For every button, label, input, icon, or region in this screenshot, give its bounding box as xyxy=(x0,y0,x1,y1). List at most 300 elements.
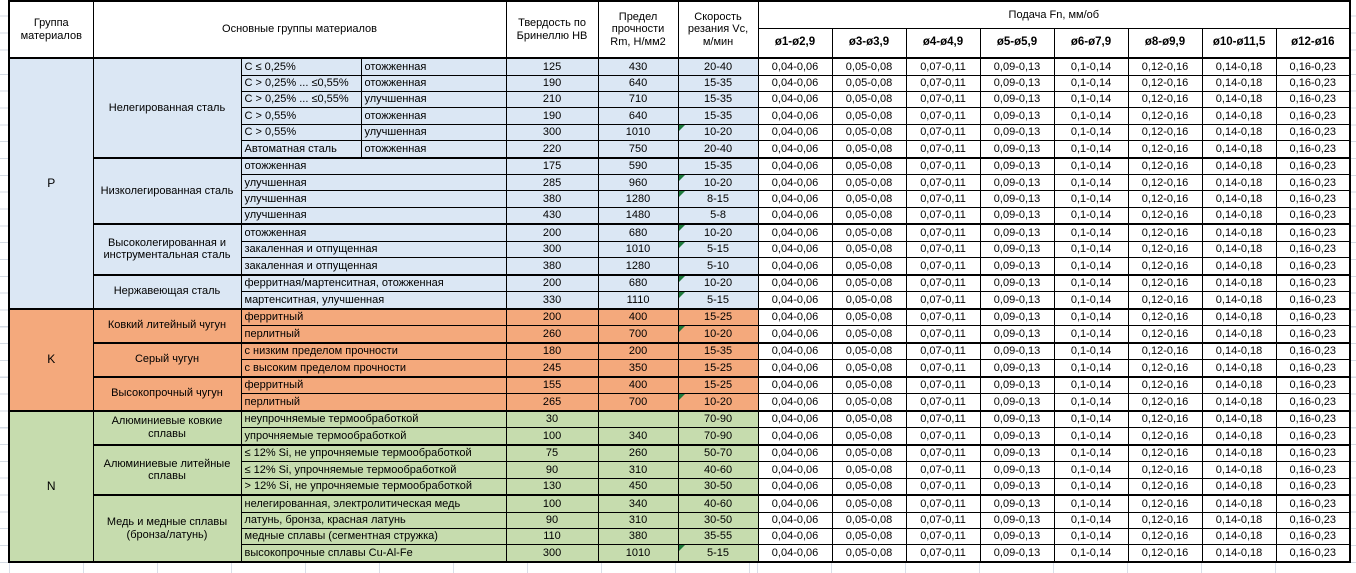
feed-cell[interactable]: 0,09-0,13 xyxy=(980,309,1054,326)
feed-cell[interactable]: 0,16-0,23 xyxy=(1276,241,1350,257)
rm-cell[interactable]: 430 xyxy=(598,58,678,75)
rm-cell[interactable]: 400 xyxy=(598,309,678,326)
feed-cell[interactable]: 0,12-0,16 xyxy=(1128,445,1202,462)
hb-cell[interactable]: 330 xyxy=(506,292,598,309)
feed-cell[interactable]: 0,07-0,11 xyxy=(906,462,980,478)
feed-cell[interactable]: 0,1-0,14 xyxy=(1054,292,1128,309)
feed-cell[interactable]: 0,04-0,06 xyxy=(758,207,832,224)
rm-cell[interactable]: 1280 xyxy=(598,191,678,207)
vc-cell-with-comment-flag-icon[interactable]: 5-15 xyxy=(678,292,758,309)
hb-cell[interactable]: 100 xyxy=(506,428,598,445)
feed-cell[interactable]: 0,1-0,14 xyxy=(1054,360,1128,377)
hb-cell[interactable]: 75 xyxy=(506,445,598,462)
feed-cell[interactable]: 0,14-0,18 xyxy=(1202,292,1276,309)
feed-cell[interactable]: 0,04-0,06 xyxy=(758,478,832,495)
feed-cell[interactable]: 0,07-0,11 xyxy=(906,58,980,75)
feed-cell[interactable]: 0,04-0,06 xyxy=(758,528,832,544)
feed-cell[interactable]: 0,07-0,11 xyxy=(906,545,980,562)
rm-cell[interactable]: 700 xyxy=(598,326,678,343)
material-subtype-cell[interactable]: ≤ 12% Si, не упрочняемые термообработкой xyxy=(241,445,506,462)
feed-cell[interactable]: 0,1-0,14 xyxy=(1054,528,1128,544)
feed-cell[interactable]: 0,1-0,14 xyxy=(1054,343,1128,360)
feed-cell[interactable]: 0,12-0,16 xyxy=(1128,478,1202,495)
feed-cell[interactable]: 0,05-0,08 xyxy=(832,326,906,343)
feed-cell[interactable]: 0,12-0,16 xyxy=(1128,377,1202,394)
material-subtype-cell[interactable]: перлитный xyxy=(241,394,506,411)
material-group-cell[interactable]: Низколегированная сталь xyxy=(93,158,241,225)
feed-cell[interactable]: 0,07-0,11 xyxy=(906,411,980,428)
feed-cell[interactable]: 0,05-0,08 xyxy=(832,428,906,445)
vc-cell[interactable]: 40-60 xyxy=(678,495,758,512)
feed-cell[interactable]: 0,1-0,14 xyxy=(1054,462,1128,478)
feed-cell[interactable]: 0,14-0,18 xyxy=(1202,124,1276,140)
feed-cell[interactable]: 0,12-0,16 xyxy=(1128,175,1202,191)
feed-cell[interactable]: 0,14-0,18 xyxy=(1202,108,1276,124)
feed-cell[interactable]: 0,07-0,11 xyxy=(906,478,980,495)
feed-cell[interactable]: 0,07-0,11 xyxy=(906,141,980,158)
hb-cell[interactable]: 30 xyxy=(506,411,598,428)
feed-cell[interactable]: 0,14-0,18 xyxy=(1202,141,1276,158)
feed-cell[interactable]: 0,09-0,13 xyxy=(980,478,1054,495)
feed-cell[interactable]: 0,14-0,18 xyxy=(1202,394,1276,411)
feed-cell[interactable]: 0,09-0,13 xyxy=(980,326,1054,343)
rm-cell[interactable]: 680 xyxy=(598,224,678,241)
feed-cell[interactable]: 0,12-0,16 xyxy=(1128,309,1202,326)
feed-cell[interactable]: 0,05-0,08 xyxy=(832,241,906,257)
material-subtype-cell[interactable]: закаленная и отпущенная xyxy=(241,241,506,257)
vc-cell-with-comment-flag-icon[interactable]: 10-20 xyxy=(678,224,758,241)
feed-cell[interactable]: 0,07-0,11 xyxy=(906,292,980,309)
feed-cell[interactable]: 0,05-0,08 xyxy=(832,175,906,191)
hb-cell[interactable]: 100 xyxy=(506,495,598,512)
feed-cell[interactable]: 0,05-0,08 xyxy=(832,108,906,124)
material-subtype-cell[interactable]: Автоматная сталь xyxy=(241,141,361,158)
hb-cell[interactable]: 175 xyxy=(506,158,598,175)
hb-cell[interactable]: 380 xyxy=(506,258,598,275)
feed-cell[interactable]: 0,09-0,13 xyxy=(980,191,1054,207)
header-diameter-range[interactable]: ø12-ø16 xyxy=(1276,28,1350,58)
section-code-P[interactable]: P xyxy=(9,58,93,309)
feed-cell[interactable]: 0,16-0,23 xyxy=(1276,108,1350,124)
feed-cell[interactable]: 0,09-0,13 xyxy=(980,445,1054,462)
feed-cell[interactable]: 0,1-0,14 xyxy=(1054,91,1128,107)
feed-cell[interactable]: 0,14-0,18 xyxy=(1202,512,1276,528)
rm-cell[interactable]: 590 xyxy=(598,158,678,175)
feed-cell[interactable]: 0,05-0,08 xyxy=(832,360,906,377)
header-material-group[interactable]: Группа материалов xyxy=(9,1,93,58)
feed-cell[interactable]: 0,14-0,18 xyxy=(1202,343,1276,360)
header-diameter-range[interactable]: ø5-ø5,9 xyxy=(980,28,1054,58)
feed-cell[interactable]: 0,12-0,16 xyxy=(1128,158,1202,175)
feed-cell[interactable]: 0,04-0,06 xyxy=(758,343,832,360)
feed-cell[interactable]: 0,14-0,18 xyxy=(1202,58,1276,75)
material-subtype-cell[interactable]: мартенситная, улучшенная xyxy=(241,292,506,309)
feed-cell[interactable]: 0,14-0,18 xyxy=(1202,462,1276,478)
feed-cell[interactable]: 0,12-0,16 xyxy=(1128,428,1202,445)
hb-cell[interactable]: 190 xyxy=(506,75,598,91)
feed-cell[interactable]: 0,12-0,16 xyxy=(1128,224,1202,241)
feed-cell[interactable]: 0,07-0,11 xyxy=(906,108,980,124)
feed-cell[interactable]: 0,07-0,11 xyxy=(906,309,980,326)
feed-cell[interactable]: 0,12-0,16 xyxy=(1128,462,1202,478)
material-group-cell[interactable]: Высокопрочный чугун xyxy=(93,377,241,411)
feed-cell[interactable]: 0,04-0,06 xyxy=(758,545,832,562)
feed-cell[interactable]: 0,14-0,18 xyxy=(1202,241,1276,257)
material-subtype-cell[interactable]: неупрочняемые термообработкой xyxy=(241,411,506,428)
hb-cell[interactable]: 380 xyxy=(506,191,598,207)
feed-cell[interactable]: 0,14-0,18 xyxy=(1202,175,1276,191)
material-subtype-cell[interactable]: с низким пределом прочности xyxy=(241,343,506,360)
rm-cell[interactable]: 350 xyxy=(598,360,678,377)
hb-cell[interactable]: 430 xyxy=(506,207,598,224)
feed-cell[interactable]: 0,1-0,14 xyxy=(1054,75,1128,91)
feed-cell[interactable]: 0,12-0,16 xyxy=(1128,495,1202,512)
feed-cell[interactable]: 0,05-0,08 xyxy=(832,512,906,528)
feed-cell[interactable]: 0,07-0,11 xyxy=(906,207,980,224)
feed-cell[interactable]: 0,04-0,06 xyxy=(758,124,832,140)
feed-cell[interactable]: 0,04-0,06 xyxy=(758,394,832,411)
feed-cell[interactable]: 0,05-0,08 xyxy=(832,75,906,91)
feed-cell[interactable]: 0,12-0,16 xyxy=(1128,58,1202,75)
rm-cell[interactable]: 1010 xyxy=(598,241,678,257)
material-group-cell[interactable]: Алюминиевые ковкие сплавы xyxy=(93,411,241,445)
material-subtype-cell[interactable]: упрочняемые термообработкой xyxy=(241,428,506,445)
feed-cell[interactable]: 0,14-0,18 xyxy=(1202,191,1276,207)
feed-cell[interactable]: 0,04-0,06 xyxy=(758,58,832,75)
feed-cell[interactable]: 0,04-0,06 xyxy=(758,462,832,478)
feed-cell[interactable]: 0,12-0,16 xyxy=(1128,545,1202,562)
feed-cell[interactable]: 0,04-0,06 xyxy=(758,411,832,428)
feed-cell[interactable]: 0,05-0,08 xyxy=(832,124,906,140)
feed-cell[interactable]: 0,07-0,11 xyxy=(906,343,980,360)
feed-cell[interactable]: 0,1-0,14 xyxy=(1054,394,1128,411)
feed-cell[interactable]: 0,05-0,08 xyxy=(832,158,906,175)
hb-cell[interactable]: 110 xyxy=(506,528,598,544)
feed-cell[interactable]: 0,04-0,06 xyxy=(758,326,832,343)
feed-cell[interactable]: 0,05-0,08 xyxy=(832,445,906,462)
feed-cell[interactable]: 0,09-0,13 xyxy=(980,58,1054,75)
feed-cell[interactable]: 0,07-0,11 xyxy=(906,326,980,343)
feed-cell[interactable]: 0,1-0,14 xyxy=(1054,326,1128,343)
feed-cell[interactable]: 0,12-0,16 xyxy=(1128,411,1202,428)
feed-cell[interactable]: 0,16-0,23 xyxy=(1276,175,1350,191)
feed-cell[interactable]: 0,04-0,06 xyxy=(758,191,832,207)
feed-cell[interactable]: 0,12-0,16 xyxy=(1128,124,1202,140)
feed-cell[interactable]: 0,1-0,14 xyxy=(1054,191,1128,207)
feed-cell[interactable]: 0,1-0,14 xyxy=(1054,478,1128,495)
feed-cell[interactable]: 0,04-0,06 xyxy=(758,241,832,257)
feed-cell[interactable]: 0,1-0,14 xyxy=(1054,545,1128,562)
feed-cell[interactable]: 0,09-0,13 xyxy=(980,175,1054,191)
feed-cell[interactable]: 0,16-0,23 xyxy=(1276,309,1350,326)
feed-cell[interactable]: 0,14-0,18 xyxy=(1202,528,1276,544)
feed-cell[interactable]: 0,16-0,23 xyxy=(1276,394,1350,411)
feed-cell[interactable]: 0,05-0,08 xyxy=(832,343,906,360)
feed-cell[interactable]: 0,04-0,06 xyxy=(758,91,832,107)
feed-cell[interactable]: 0,05-0,08 xyxy=(832,495,906,512)
feed-cell[interactable]: 0,07-0,11 xyxy=(906,360,980,377)
hb-cell[interactable]: 155 xyxy=(506,377,598,394)
feed-cell[interactable]: 0,04-0,06 xyxy=(758,175,832,191)
feed-cell[interactable]: 0,16-0,23 xyxy=(1276,326,1350,343)
feed-cell[interactable]: 0,16-0,23 xyxy=(1276,445,1350,462)
feed-cell[interactable]: 0,07-0,11 xyxy=(906,394,980,411)
rm-cell[interactable]: 1010 xyxy=(598,545,678,562)
feed-cell[interactable]: 0,14-0,18 xyxy=(1202,91,1276,107)
feed-cell[interactable]: 0,04-0,06 xyxy=(758,445,832,462)
feed-cell[interactable]: 0,09-0,13 xyxy=(980,462,1054,478)
rm-cell[interactable]: 340 xyxy=(598,495,678,512)
feed-cell[interactable]: 0,16-0,23 xyxy=(1276,124,1350,140)
feed-cell[interactable]: 0,12-0,16 xyxy=(1128,91,1202,107)
feed-cell[interactable]: 0,16-0,23 xyxy=(1276,275,1350,292)
feed-cell[interactable]: 0,1-0,14 xyxy=(1054,207,1128,224)
feed-cell[interactable]: 0,04-0,06 xyxy=(758,275,832,292)
feed-cell[interactable]: 0,09-0,13 xyxy=(980,360,1054,377)
material-subtype-cell[interactable]: C > 0,55% xyxy=(241,108,361,124)
header-main-material-groups[interactable]: Основные группы материалов xyxy=(93,1,506,58)
material-subtype-cell[interactable]: улучшенная xyxy=(241,175,506,191)
material-subtype-cell[interactable]: C > 0,25% ... ≤0,55% xyxy=(241,75,361,91)
material-subtype-cell[interactable]: ферритный xyxy=(241,309,506,326)
feed-cell[interactable]: 0,16-0,23 xyxy=(1276,292,1350,309)
header-diameter-range[interactable]: ø1-ø2,9 xyxy=(758,28,832,58)
feed-cell[interactable]: 0,12-0,16 xyxy=(1128,141,1202,158)
feed-cell[interactable]: 0,04-0,06 xyxy=(758,512,832,528)
feed-cell[interactable]: 0,07-0,11 xyxy=(906,191,980,207)
rm-cell[interactable]: 1480 xyxy=(598,207,678,224)
vc-cell[interactable]: 50-70 xyxy=(678,445,758,462)
material-condition-cell[interactable]: отожженная xyxy=(361,108,506,124)
feed-cell[interactable]: 0,09-0,13 xyxy=(980,495,1054,512)
material-subtype-cell[interactable]: C ≤ 0,25% xyxy=(241,58,361,75)
hb-cell[interactable]: 265 xyxy=(506,394,598,411)
feed-cell[interactable]: 0,12-0,16 xyxy=(1128,292,1202,309)
feed-cell[interactable]: 0,14-0,18 xyxy=(1202,326,1276,343)
vc-cell-with-comment-flag-icon[interactable]: 10-20 xyxy=(678,326,758,343)
material-subtype-cell[interactable]: ферритная/мартенситная, отожженная xyxy=(241,275,506,292)
rm-cell[interactable]: 680 xyxy=(598,275,678,292)
material-subtype-cell[interactable]: C > 0,55% xyxy=(241,124,361,140)
feed-cell[interactable]: 0,09-0,13 xyxy=(980,428,1054,445)
feed-cell[interactable]: 0,14-0,18 xyxy=(1202,360,1276,377)
feed-cell[interactable]: 0,05-0,08 xyxy=(832,275,906,292)
feed-cell[interactable]: 0,09-0,13 xyxy=(980,411,1054,428)
vc-cell[interactable]: 15-25 xyxy=(678,360,758,377)
feed-cell[interactable]: 0,1-0,14 xyxy=(1054,141,1128,158)
feed-cell[interactable]: 0,16-0,23 xyxy=(1276,75,1350,91)
feed-cell[interactable]: 0,04-0,06 xyxy=(758,377,832,394)
feed-cell[interactable]: 0,12-0,16 xyxy=(1128,191,1202,207)
feed-cell[interactable]: 0,1-0,14 xyxy=(1054,224,1128,241)
feed-cell[interactable]: 0,05-0,08 xyxy=(832,141,906,158)
feed-cell[interactable]: 0,14-0,18 xyxy=(1202,207,1276,224)
feed-cell[interactable]: 0,05-0,08 xyxy=(832,292,906,309)
feed-cell[interactable]: 0,1-0,14 xyxy=(1054,309,1128,326)
rm-cell[interactable]: 700 xyxy=(598,394,678,411)
feed-cell[interactable]: 0,09-0,13 xyxy=(980,207,1054,224)
feed-cell[interactable]: 0,16-0,23 xyxy=(1276,528,1350,544)
material-group-cell[interactable]: Медь и медные сплавы (бронза/латунь) xyxy=(93,495,241,562)
material-subtype-cell[interactable]: ферритный xyxy=(241,377,506,394)
vc-cell[interactable]: 30-50 xyxy=(678,478,758,495)
feed-cell[interactable]: 0,12-0,16 xyxy=(1128,75,1202,91)
rm-cell[interactable]: 1280 xyxy=(598,258,678,275)
feed-cell[interactable]: 0,16-0,23 xyxy=(1276,360,1350,377)
feed-cell[interactable]: 0,1-0,14 xyxy=(1054,241,1128,257)
feed-cell[interactable]: 0,16-0,23 xyxy=(1276,58,1350,75)
feed-cell[interactable]: 0,05-0,08 xyxy=(832,58,906,75)
feed-cell[interactable]: 0,07-0,11 xyxy=(906,241,980,257)
material-subtype-cell[interactable]: с высоким пределом прочности xyxy=(241,360,506,377)
feed-cell[interactable]: 0,12-0,16 xyxy=(1128,275,1202,292)
feed-cell[interactable]: 0,14-0,18 xyxy=(1202,258,1276,275)
hb-cell[interactable]: 200 xyxy=(506,309,598,326)
feed-cell[interactable]: 0,1-0,14 xyxy=(1054,175,1128,191)
feed-cell[interactable]: 0,05-0,08 xyxy=(832,462,906,478)
feed-cell[interactable]: 0,05-0,08 xyxy=(832,411,906,428)
rm-cell[interactable]: 750 xyxy=(598,141,678,158)
feed-cell[interactable]: 0,09-0,13 xyxy=(980,275,1054,292)
header-diameter-range[interactable]: ø10-ø11,5 xyxy=(1202,28,1276,58)
vc-cell[interactable]: 5-10 xyxy=(678,258,758,275)
material-group-cell[interactable]: Нелегированная сталь xyxy=(93,58,241,158)
feed-cell[interactable]: 0,12-0,16 xyxy=(1128,394,1202,411)
material-condition-cell[interactable]: отожженная xyxy=(361,141,506,158)
material-subtype-cell[interactable]: улучшенная xyxy=(241,207,506,224)
material-subtype-cell[interactable]: закаленная и отпущенная xyxy=(241,258,506,275)
material-condition-cell[interactable]: отожженная xyxy=(361,75,506,91)
vc-cell[interactable]: 15-35 xyxy=(678,108,758,124)
feed-cell[interactable]: 0,07-0,11 xyxy=(906,275,980,292)
material-group-cell[interactable]: Серый чугун xyxy=(93,343,241,377)
feed-cell[interactable]: 0,14-0,18 xyxy=(1202,445,1276,462)
hb-cell[interactable]: 125 xyxy=(506,58,598,75)
material-group-cell[interactable]: Ковкий литейный чугун xyxy=(93,309,241,343)
vc-cell[interactable]: 20-40 xyxy=(678,141,758,158)
hb-cell[interactable]: 210 xyxy=(506,91,598,107)
vc-cell[interactable]: 30-50 xyxy=(678,512,758,528)
feed-cell[interactable]: 0,04-0,06 xyxy=(758,428,832,445)
feed-cell[interactable]: 0,04-0,06 xyxy=(758,258,832,275)
feed-cell[interactable]: 0,16-0,23 xyxy=(1276,141,1350,158)
rm-cell[interactable]: 260 xyxy=(598,445,678,462)
material-subtype-cell[interactable]: нелегированная, электролитическая медь xyxy=(241,495,506,512)
material-subtype-cell[interactable]: высокопрочные сплавы Cu-Al-Fe xyxy=(241,545,506,562)
feed-cell[interactable]: 0,16-0,23 xyxy=(1276,545,1350,562)
vc-cell-with-comment-flag-icon[interactable]: 10-20 xyxy=(678,394,758,411)
feed-cell[interactable]: 0,05-0,08 xyxy=(832,545,906,562)
feed-cell[interactable]: 0,09-0,13 xyxy=(980,91,1054,107)
feed-cell[interactable]: 0,14-0,18 xyxy=(1202,309,1276,326)
material-subtype-cell[interactable]: перлитный xyxy=(241,326,506,343)
feed-cell[interactable]: 0,04-0,06 xyxy=(758,108,832,124)
feed-cell[interactable]: 0,09-0,13 xyxy=(980,124,1054,140)
feed-cell[interactable]: 0,07-0,11 xyxy=(906,258,980,275)
hb-cell[interactable]: 190 xyxy=(506,108,598,124)
feed-cell[interactable]: 0,12-0,16 xyxy=(1128,108,1202,124)
feed-cell[interactable]: 0,1-0,14 xyxy=(1054,445,1128,462)
feed-cell[interactable]: 0,07-0,11 xyxy=(906,528,980,544)
hb-cell[interactable]: 245 xyxy=(506,360,598,377)
header-tensile-strength[interactable]: Предел прочности Rm, Н/мм2 xyxy=(598,1,678,58)
material-subtype-cell[interactable]: латунь, бронза, красная латунь xyxy=(241,512,506,528)
hb-cell[interactable]: 220 xyxy=(506,141,598,158)
hb-cell[interactable]: 90 xyxy=(506,462,598,478)
rm-cell[interactable]: 450 xyxy=(598,478,678,495)
feed-cell[interactable]: 0,04-0,06 xyxy=(758,292,832,309)
feed-cell[interactable]: 0,1-0,14 xyxy=(1054,124,1128,140)
material-subtype-cell[interactable]: медные сплавы (сегментная стружка) xyxy=(241,528,506,544)
vc-cell[interactable]: 70-90 xyxy=(678,411,758,428)
material-group-cell[interactable]: Нержавеющая сталь xyxy=(93,275,241,309)
feed-cell[interactable]: 0,1-0,14 xyxy=(1054,512,1128,528)
feed-cell[interactable]: 0,14-0,18 xyxy=(1202,428,1276,445)
section-code-K[interactable]: K xyxy=(9,309,93,411)
vc-cell[interactable]: 15-35 xyxy=(678,91,758,107)
rm-cell[interactable] xyxy=(598,411,678,428)
rm-cell[interactable]: 640 xyxy=(598,75,678,91)
feed-cell[interactable]: 0,09-0,13 xyxy=(980,158,1054,175)
feed-cell[interactable]: 0,14-0,18 xyxy=(1202,377,1276,394)
feed-cell[interactable]: 0,09-0,13 xyxy=(980,224,1054,241)
feed-cell[interactable]: 0,04-0,06 xyxy=(758,360,832,377)
feed-cell[interactable]: 0,16-0,23 xyxy=(1276,343,1350,360)
feed-cell[interactable]: 0,12-0,16 xyxy=(1128,528,1202,544)
material-subtype-cell[interactable]: > 12% Si, не упрочняемые термообработкой xyxy=(241,478,506,495)
feed-cell[interactable]: 0,16-0,23 xyxy=(1276,512,1350,528)
feed-cell[interactable]: 0,09-0,13 xyxy=(980,394,1054,411)
vc-cell-with-comment-flag-icon[interactable]: 10-20 xyxy=(678,124,758,140)
feed-cell[interactable]: 0,14-0,18 xyxy=(1202,158,1276,175)
feed-cell[interactable]: 0,1-0,14 xyxy=(1054,58,1128,75)
feed-cell[interactable]: 0,05-0,08 xyxy=(832,258,906,275)
vc-cell-with-comment-flag-icon[interactable]: 5-15 xyxy=(678,241,758,257)
material-subtype-cell[interactable]: отожженная xyxy=(241,158,506,175)
feed-cell[interactable]: 0,04-0,06 xyxy=(758,75,832,91)
feed-cell[interactable]: 0,16-0,23 xyxy=(1276,158,1350,175)
material-group-cell[interactable]: Высоколегированная и инструментальная сталь xyxy=(93,224,241,274)
feed-cell[interactable]: 0,04-0,06 xyxy=(758,141,832,158)
feed-cell[interactable]: 0,16-0,23 xyxy=(1276,224,1350,241)
feed-cell[interactable]: 0,1-0,14 xyxy=(1054,258,1128,275)
rm-cell[interactable]: 1010 xyxy=(598,124,678,140)
feed-cell[interactable]: 0,04-0,06 xyxy=(758,309,832,326)
feed-cell[interactable]: 0,05-0,08 xyxy=(832,224,906,241)
material-condition-cell[interactable]: улучшенная xyxy=(361,91,506,107)
feed-cell[interactable]: 0,16-0,23 xyxy=(1276,495,1350,512)
feed-cell[interactable]: 0,07-0,11 xyxy=(906,495,980,512)
feed-cell[interactable]: 0,05-0,08 xyxy=(832,478,906,495)
feed-cell[interactable]: 0,09-0,13 xyxy=(980,512,1054,528)
header-cutting-speed[interactable]: Скорость резания Vc, м/мин xyxy=(678,1,758,58)
feed-cell[interactable]: 0,09-0,13 xyxy=(980,528,1054,544)
header-diameter-range[interactable]: ø8-ø9,9 xyxy=(1128,28,1202,58)
feed-cell[interactable]: 0,14-0,18 xyxy=(1202,275,1276,292)
section-code-N[interactable]: N xyxy=(9,411,93,562)
vc-cell[interactable]: 70-90 xyxy=(678,428,758,445)
vc-cell-with-comment-flag-icon[interactable]: 10-20 xyxy=(678,175,758,191)
feed-cell[interactable]: 0,05-0,08 xyxy=(832,377,906,394)
feed-cell[interactable]: 0,07-0,11 xyxy=(906,91,980,107)
rm-cell[interactable]: 340 xyxy=(598,428,678,445)
feed-cell[interactable]: 0,16-0,23 xyxy=(1276,462,1350,478)
feed-cell[interactable]: 0,09-0,13 xyxy=(980,377,1054,394)
feed-cell[interactable]: 0,1-0,14 xyxy=(1054,495,1128,512)
feed-cell[interactable]: 0,09-0,13 xyxy=(980,343,1054,360)
feed-cell[interactable]: 0,16-0,23 xyxy=(1276,377,1350,394)
feed-cell[interactable]: 0,14-0,18 xyxy=(1202,411,1276,428)
